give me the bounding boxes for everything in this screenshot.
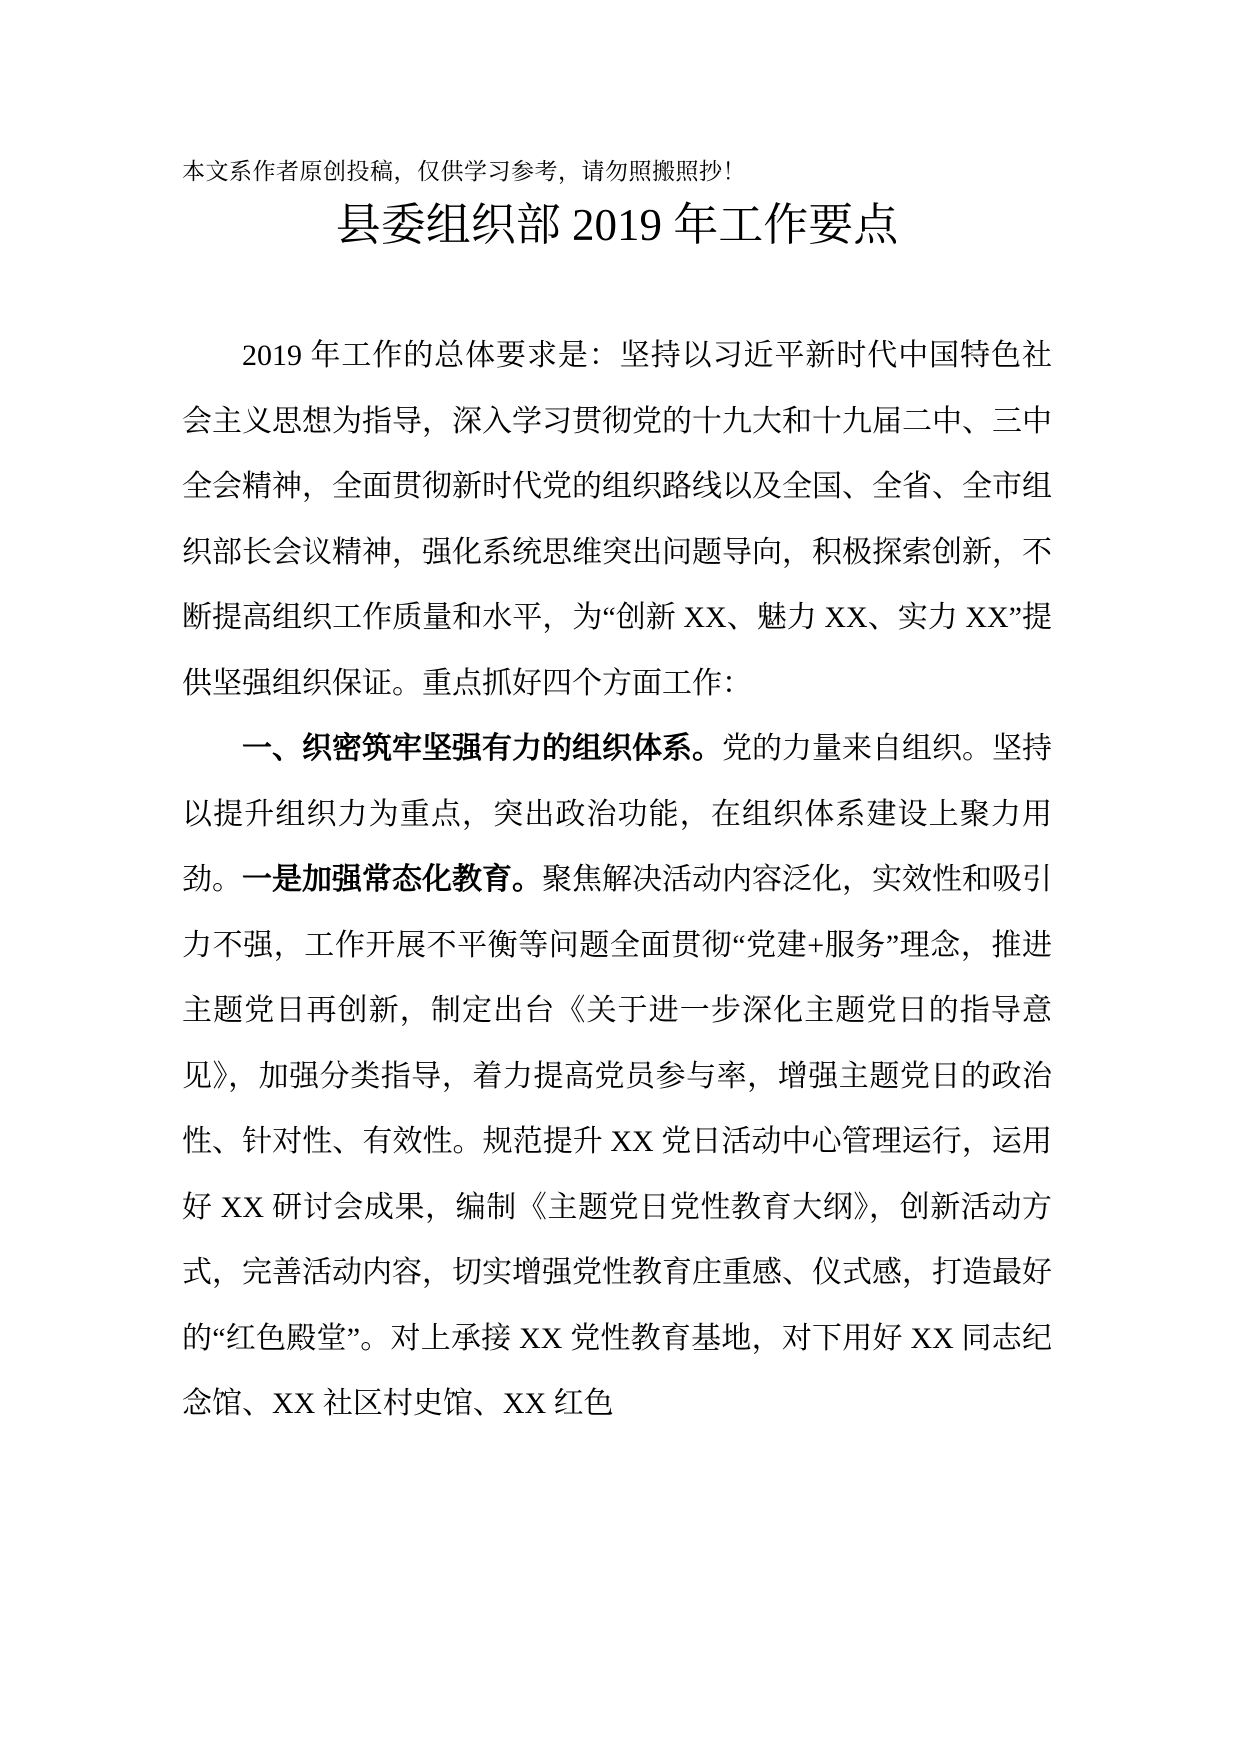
document-body bbox=[182, 323, 1052, 1437]
body-paragraph-2 bbox=[182, 716, 1052, 1437]
text-run: 2019 年工作的总体要求是：坚持以习近平新时代中国特色社会主义思想为指导，深入学习贯彻党的十九大和十九届二中、三中全会精神，全面贯彻新时代党的组织路线以及全国、全省、全市组织部长会议精神，强化系统思维突出问题导向，积极探索创新，不断提高组织工作质量和水平，为“创新 XX、魅力 XX、实力 XX”提供坚强组织保证。重点抓好四个方面工作： bbox=[182, 339, 1052, 700]
document-title: 县委组织部 2019 年工作要点 bbox=[335, 200, 899, 250]
text-run: 聚焦解决活动内容泛化，实效性和吸引力不强，工作开展不平衡等问题全面贯彻“党建+服务”理念，推进主题党日再创新，制定出台《关于进一步深化主题党日的指导意见》，加强分类指导，着力提高党员参与率，增强主题党日的政治性、针对性、有效性。规范提升 XX 党日活动中心管理运行，运用好 XX 研讨会成果，编制《主题党日党性教育大纲》，创新活动方式，完善活动内容，切实增强党性教育庄重感、仪式感，打造最好的“红色殿堂”。对上承接 XX 党性教育基地，对下用好 XX 同志纪念馆、XX 社区村史馆、XX 红色 bbox=[182, 863, 1052, 1420]
disclaimer-note: 本文系作者原创投稿，仅供学习参考，请勿照搬照抄！ bbox=[182, 158, 746, 184]
text-run-bold-section-heading: 一、织密筑牢坚强有力的组织体系。 bbox=[242, 732, 722, 765]
text-run: 党的力量来自组织。坚持以提升组织力为重点，突出政治功能，在组织体系建设上聚力用劲。 bbox=[182, 732, 1052, 896]
text-run-bold-subpoint-heading: 一是加强常态化教育。 bbox=[242, 863, 542, 896]
body-paragraph-1 bbox=[182, 323, 1052, 716]
